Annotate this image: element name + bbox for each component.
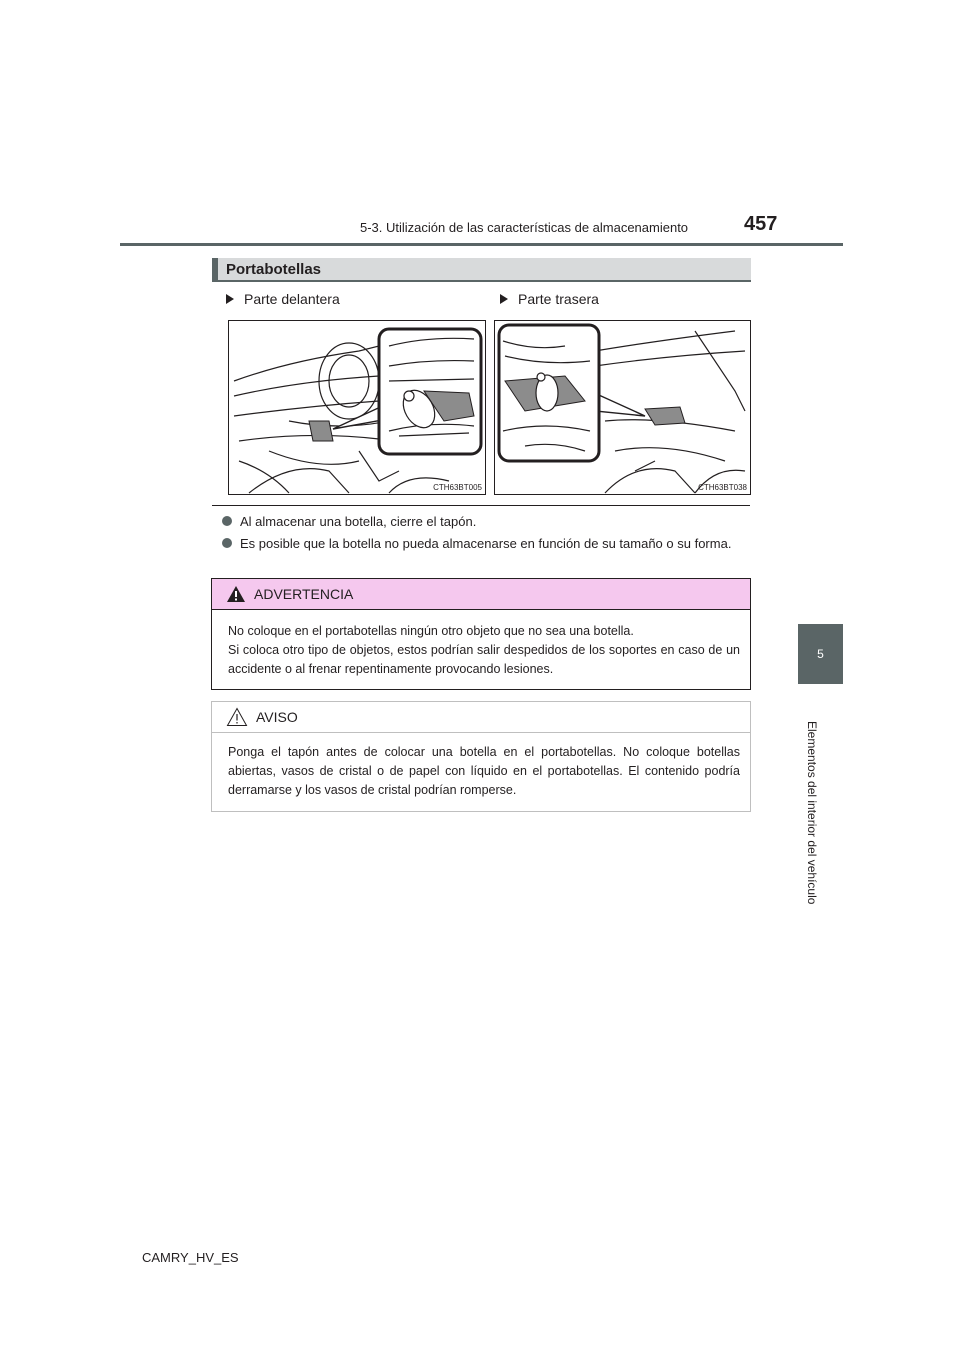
list-item xyxy=(222,534,752,553)
page-number: 457 xyxy=(744,213,778,235)
rear-interior-illustration xyxy=(495,321,750,494)
header-rule xyxy=(120,243,843,246)
triangle-bullet-icon xyxy=(500,294,508,304)
figure-caption-front xyxy=(226,291,340,307)
chapter-label-text: Elementos del interior del vehículo xyxy=(805,721,819,905)
warning-body-line2: Si coloca otro tipo de objetos, estos podrían salir despedidos de los soportes en caso de un accidente o al frenar repentinamente provocando lesiones. xyxy=(228,643,740,676)
warning-header xyxy=(212,579,750,610)
chapter-tab xyxy=(798,624,843,684)
figure-caption-front-text: Parte delantera xyxy=(244,291,340,307)
notice-header xyxy=(212,702,750,733)
list-item xyxy=(222,512,752,531)
figure-caption-rear xyxy=(500,291,599,307)
notice-body: Ponga el tapón antes de colocar una botella en el portabotellas. No coloque botellas abiertas, vasos de cristal o de papel con líquido en el portabotellas. El contenido podría derramarse y los vasos de cristal podrían romperse. xyxy=(228,745,740,797)
triangle-bullet-icon xyxy=(226,294,234,304)
chapter-number: 5 xyxy=(817,647,824,661)
figure-code-rear: CTH63BT038 xyxy=(698,483,747,492)
front-interior-illustration xyxy=(229,321,485,494)
figure-code-front: CTH63BT005 xyxy=(433,483,482,492)
figure-caption-rear-text: Parte trasera xyxy=(518,291,599,307)
section-heading xyxy=(212,258,751,282)
round-bullet-icon xyxy=(222,516,232,526)
section-heading-text: Portabotellas xyxy=(226,261,322,278)
warning-body xyxy=(212,610,750,679)
chapter-label xyxy=(797,718,827,908)
notice-title: AVISO xyxy=(256,709,298,725)
warning-box xyxy=(211,578,751,690)
caution-triangle-icon xyxy=(226,707,248,727)
notice-box xyxy=(211,701,751,812)
warning-title: ADVERTENCIA xyxy=(254,586,354,602)
bullet-text: Al almacenar una botella, cierre el tapón. xyxy=(240,514,477,529)
figure-front-bottle-holder xyxy=(228,320,486,495)
figure-rear-bottle-holder xyxy=(494,320,751,495)
header-section-title: 5-3. Utilización de las características de almacenamiento xyxy=(360,220,689,235)
warning-body-line1: No coloque en el portabotellas ningún otro objeto que no sea una botella. xyxy=(228,624,634,638)
warning-triangle-icon xyxy=(226,585,246,603)
bullet-text: Es posible que la botella no pueda almacenarse en función de su tamaño o su forma. xyxy=(240,536,732,551)
footer-model-code: CAMRY_HV_ES xyxy=(142,1250,239,1265)
figure-bottom-rule xyxy=(212,505,750,506)
round-bullet-icon xyxy=(222,538,232,548)
heading-bar xyxy=(212,258,218,280)
